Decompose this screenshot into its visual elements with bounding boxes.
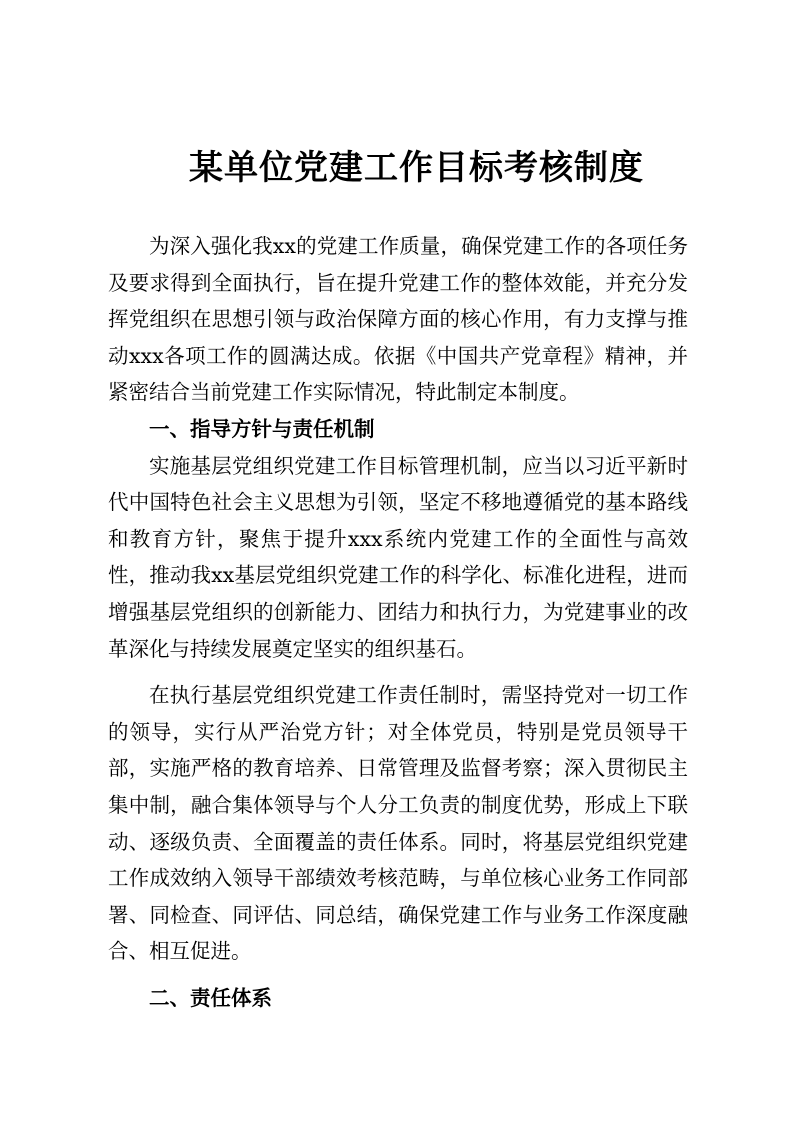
responsibility-paragraph: 在执行基层党组织党建工作责任制时，需坚持党对一切工作的领导，实行从严治党方针；对全体党员，特别是党员领导干部，实施严格的教育培养、日常管理及监督考察；深入贯彻民主集中制，融合集体领导与个人分工负责的制度优势，形成上下联动、逐级负责、全面覆盖的责任体系。同时，将基层党组织党建工作成效纳入领导干部绩效考核范畴，与单位核心业务工作同部署、同检查、同评估、同总结，确保党建工作与业务工作深度融合、相互促进。: [108, 683, 688, 964]
guidance-paragraph: 实施基层党组织党建工作目标管理机制，应当以习近平新时代中国特色社会主义思想为引领，坚定不移地遵循党的基本路线和教育方针，聚焦于提升xxx系统内党建工作的全面性与高效性，推动我xx基层党组织党建工作的科学化、标准化进程，进而增强基层党组织的创新能力、团结力和执行力，为党建事业的改革深化与持续发展奠定坚实的组织基石。: [108, 453, 688, 661]
document-title: 某单位党建工作目标考核制度: [189, 148, 644, 188]
section-heading-responsibility-system: 二、责任体系: [149, 985, 272, 1010]
section-heading-guidance: 一、指导方针与责任机制: [149, 416, 375, 441]
intro-paragraph: 为深入强化我xx的党建工作质量，确保党建工作的各项任务及要求得到全面执行，旨在提升党建工作的整体效能，并充分发挥党组织在思想引领与政治保障方面的核心作用，有力支撑与推动xxx各项工作的圆满达成。依据《中国共产党章程》精神，并紧密结合当前党建工作实际情况，特此制定本制度。: [108, 234, 688, 405]
document-body: [108, 228, 688, 1016]
